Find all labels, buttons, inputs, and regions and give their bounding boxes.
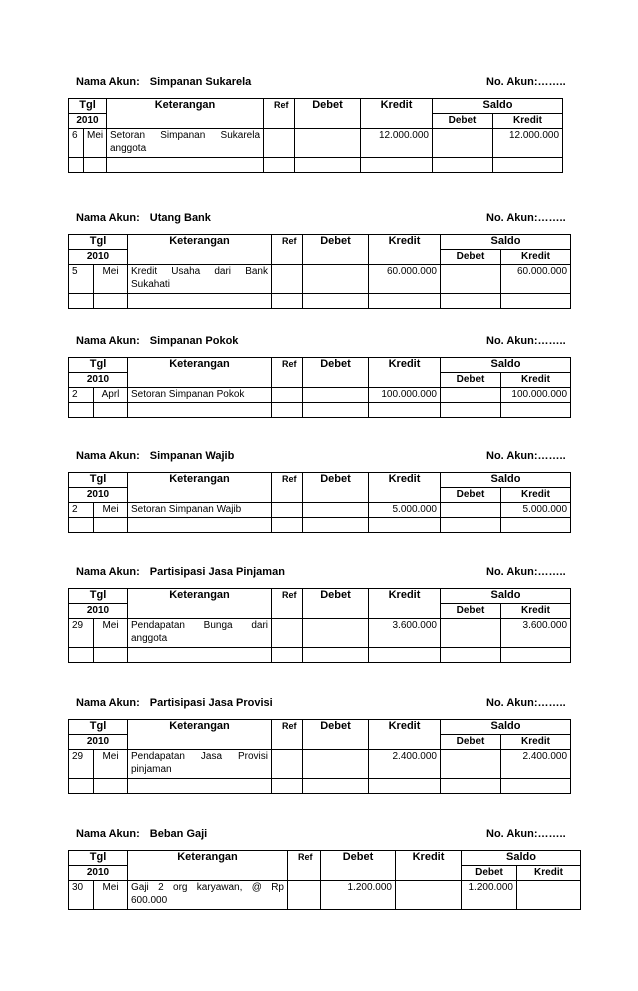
ledger-header-row bbox=[69, 720, 571, 735]
empty-cell bbox=[272, 250, 303, 265]
empty-cell bbox=[369, 373, 441, 388]
entry-saldo-kredit: 12.000.000 bbox=[493, 129, 563, 158]
entry-ref bbox=[272, 503, 303, 518]
col-header-debet: Debet bbox=[303, 589, 369, 604]
empty-cell bbox=[441, 779, 501, 794]
entry-debet bbox=[303, 750, 369, 779]
col-header-ref: Ref bbox=[272, 235, 303, 250]
ledger-entry-row bbox=[69, 388, 571, 403]
empty-cell bbox=[128, 866, 288, 881]
account-name: Beban Gaji bbox=[149, 828, 208, 840]
year-cell: 2010 bbox=[69, 735, 128, 750]
ledger-table bbox=[68, 719, 571, 794]
col-header-ref: Ref bbox=[272, 358, 303, 373]
nama-akun-label: Nama Akun: bbox=[76, 212, 140, 224]
empty-cell bbox=[361, 114, 433, 129]
col-header-keterangan: Keterangan bbox=[107, 99, 264, 114]
entry-debet bbox=[303, 619, 369, 648]
empty-cell bbox=[272, 735, 303, 750]
entry-day: 2 bbox=[69, 503, 94, 518]
account-number-label: No. Akun:…….. bbox=[486, 828, 566, 840]
entry-saldo-kredit: 2.400.000 bbox=[501, 750, 571, 779]
empty-cell bbox=[94, 403, 128, 418]
empty-cell bbox=[272, 604, 303, 619]
ledger-header-row bbox=[69, 99, 563, 114]
entry-ref bbox=[264, 129, 295, 158]
entry-saldo-debet: 1.200.000 bbox=[462, 881, 517, 910]
ledger-account bbox=[0, 450, 638, 515]
year-cell: 2010 bbox=[69, 114, 107, 129]
entry-kredit bbox=[396, 881, 462, 910]
col-header-keterangan: Keterangan bbox=[128, 720, 272, 735]
empty-cell bbox=[288, 866, 321, 881]
empty-cell bbox=[303, 403, 369, 418]
account-header bbox=[0, 697, 638, 713]
entry-description: Pendapatan Jasa Provisi pinjaman bbox=[128, 750, 272, 779]
year-cell: 2010 bbox=[69, 488, 128, 503]
entry-month: Aprl bbox=[94, 388, 128, 403]
col-header-kredit: Kredit bbox=[369, 720, 441, 735]
account-name: Partisipasi Jasa Pinjaman bbox=[149, 566, 285, 578]
year-cell: 2010 bbox=[69, 604, 128, 619]
entry-saldo-debet bbox=[441, 619, 501, 648]
col-header-keterangan: Keterangan bbox=[128, 358, 272, 373]
col-header-tgl: Tgl bbox=[69, 358, 128, 373]
entry-ref bbox=[288, 881, 321, 910]
entry-day: 6 bbox=[69, 129, 84, 158]
empty-cell bbox=[303, 648, 369, 663]
ledger-header-row bbox=[69, 473, 571, 488]
entry-kredit: 12.000.000 bbox=[361, 129, 433, 158]
col-header-tgl: Tgl bbox=[69, 99, 107, 114]
col-header-saldo-debet: Debet bbox=[462, 866, 517, 881]
account-header bbox=[0, 335, 638, 351]
entry-debet bbox=[303, 388, 369, 403]
nama-akun-label: Nama Akun: bbox=[76, 335, 140, 347]
ledger-entry-row bbox=[69, 750, 571, 779]
empty-cell bbox=[128, 779, 272, 794]
ledger-table bbox=[68, 588, 571, 663]
ledger-entry-row bbox=[69, 129, 563, 158]
ledger-header-row bbox=[69, 851, 581, 866]
account-name: Simpanan Wajib bbox=[149, 450, 235, 462]
entry-saldo-kredit: 100.000.000 bbox=[501, 388, 571, 403]
ledger-table bbox=[68, 850, 581, 910]
col-header-saldo-debet: Debet bbox=[441, 250, 501, 265]
account-header bbox=[0, 828, 638, 844]
year-cell: 2010 bbox=[69, 866, 128, 881]
col-header-debet: Debet bbox=[303, 358, 369, 373]
col-header-saldo-kredit: Kredit bbox=[501, 250, 571, 265]
col-header-ref: Ref bbox=[272, 720, 303, 735]
account-name-label bbox=[76, 335, 238, 347]
empty-cell bbox=[128, 518, 272, 533]
empty-cell bbox=[69, 779, 94, 794]
col-header-tgl: Tgl bbox=[69, 720, 128, 735]
ledger-entry-row bbox=[69, 881, 581, 910]
account-name-label bbox=[76, 212, 211, 224]
account-name: Simpanan Sukarela bbox=[149, 76, 252, 88]
entry-ref bbox=[272, 265, 303, 294]
col-header-kredit: Kredit bbox=[369, 473, 441, 488]
empty-cell bbox=[94, 779, 128, 794]
empty-cell bbox=[94, 518, 128, 533]
entry-day: 5 bbox=[69, 265, 94, 294]
empty-cell bbox=[396, 866, 462, 881]
ledger-blank-row bbox=[69, 648, 571, 663]
col-header-saldo: Saldo bbox=[441, 358, 571, 373]
col-header-saldo-debet: Debet bbox=[433, 114, 493, 129]
col-header-saldo-debet: Debet bbox=[441, 373, 501, 388]
empty-cell bbox=[441, 518, 501, 533]
empty-cell bbox=[94, 648, 128, 663]
entry-month: Mei bbox=[94, 503, 128, 518]
empty-cell bbox=[441, 648, 501, 663]
empty-cell bbox=[303, 373, 369, 388]
ledger-blank-row bbox=[69, 518, 571, 533]
ledger-table bbox=[68, 357, 571, 418]
empty-cell bbox=[501, 779, 571, 794]
entry-saldo-debet bbox=[441, 503, 501, 518]
entry-debet: 1.200.000 bbox=[321, 881, 396, 910]
account-number-label: No. Akun:…….. bbox=[486, 697, 566, 709]
entry-saldo-debet bbox=[433, 129, 493, 158]
ledger-account bbox=[0, 566, 638, 644]
account-number-label: No. Akun:…….. bbox=[486, 566, 566, 578]
empty-cell bbox=[361, 158, 433, 173]
col-header-saldo-kredit: Kredit bbox=[517, 866, 581, 881]
ledger-entry-row bbox=[69, 503, 571, 518]
col-header-saldo: Saldo bbox=[433, 99, 563, 114]
col-header-tgl: Tgl bbox=[69, 851, 128, 866]
col-header-debet: Debet bbox=[321, 851, 396, 866]
nama-akun-label: Nama Akun: bbox=[76, 828, 140, 840]
ledger-subheader-row bbox=[69, 735, 571, 750]
entry-description: Pendapatan Bunga dari anggota bbox=[128, 619, 272, 648]
nama-akun-label: Nama Akun: bbox=[76, 697, 140, 709]
ledger-account bbox=[0, 828, 638, 906]
nama-akun-label: Nama Akun: bbox=[76, 76, 140, 88]
account-name-label bbox=[76, 76, 251, 88]
empty-cell bbox=[369, 779, 441, 794]
entry-day: 2 bbox=[69, 388, 94, 403]
empty-cell bbox=[501, 403, 571, 418]
account-number-label: No. Akun:…….. bbox=[486, 76, 566, 88]
empty-cell bbox=[501, 518, 571, 533]
account-header bbox=[0, 450, 638, 466]
entry-month: Mei bbox=[94, 619, 128, 648]
empty-cell bbox=[107, 114, 264, 129]
empty-cell bbox=[441, 294, 501, 309]
account-header bbox=[0, 566, 638, 582]
account-name-label bbox=[76, 697, 273, 709]
col-header-saldo-kredit: Kredit bbox=[501, 488, 571, 503]
empty-cell bbox=[128, 648, 272, 663]
account-name: Simpanan Pokok bbox=[149, 335, 239, 347]
entry-saldo-kredit bbox=[517, 881, 581, 910]
empty-cell bbox=[264, 114, 295, 129]
account-name: Partisipasi Jasa Provisi bbox=[149, 697, 273, 709]
empty-cell bbox=[493, 158, 563, 173]
empty-cell bbox=[128, 403, 272, 418]
account-name-label bbox=[76, 566, 285, 578]
col-header-saldo: Saldo bbox=[462, 851, 581, 866]
col-header-saldo-debet: Debet bbox=[441, 735, 501, 750]
empty-cell bbox=[69, 294, 94, 309]
entry-description: Setoran Simpanan Pokok bbox=[128, 388, 272, 403]
ledger-entry-row bbox=[69, 265, 571, 294]
col-header-saldo: Saldo bbox=[441, 589, 571, 604]
entry-day: 29 bbox=[69, 619, 94, 648]
entry-saldo-debet bbox=[441, 388, 501, 403]
empty-cell bbox=[303, 604, 369, 619]
col-header-tgl: Tgl bbox=[69, 235, 128, 250]
ledger-account bbox=[0, 76, 638, 154]
empty-cell bbox=[69, 158, 84, 173]
ledger-header-row bbox=[69, 589, 571, 604]
account-name-label bbox=[76, 450, 234, 462]
col-header-debet: Debet bbox=[303, 235, 369, 250]
empty-cell bbox=[501, 648, 571, 663]
col-header-saldo-debet: Debet bbox=[441, 604, 501, 619]
col-header-saldo-debet: Debet bbox=[441, 488, 501, 503]
empty-cell bbox=[272, 294, 303, 309]
col-header-saldo-kredit: Kredit bbox=[501, 373, 571, 388]
entry-saldo-debet bbox=[441, 750, 501, 779]
empty-cell bbox=[303, 250, 369, 265]
col-header-kredit: Kredit bbox=[369, 235, 441, 250]
empty-cell bbox=[94, 294, 128, 309]
account-header bbox=[0, 212, 638, 228]
entry-saldo-kredit: 60.000.000 bbox=[501, 265, 571, 294]
account-number-label: No. Akun:…….. bbox=[486, 335, 566, 347]
entry-month: Mei bbox=[84, 129, 107, 158]
nama-akun-label: Nama Akun: bbox=[76, 450, 140, 462]
entry-description: Kredit Usaha dari Bank Sukahati bbox=[128, 265, 272, 294]
ledger-table bbox=[68, 98, 563, 173]
empty-cell bbox=[272, 779, 303, 794]
col-header-saldo-kredit: Kredit bbox=[501, 735, 571, 750]
col-header-kredit: Kredit bbox=[361, 99, 433, 114]
empty-cell bbox=[321, 866, 396, 881]
entry-saldo-debet bbox=[441, 265, 501, 294]
empty-cell bbox=[272, 648, 303, 663]
entry-day: 30 bbox=[69, 881, 94, 910]
ledger-account bbox=[0, 212, 638, 290]
ledger-blank-row bbox=[69, 158, 563, 173]
empty-cell bbox=[84, 158, 107, 173]
col-header-ref: Ref bbox=[264, 99, 295, 114]
col-header-ref: Ref bbox=[288, 851, 321, 866]
account-name: Utang Bank bbox=[149, 212, 211, 224]
account-name-label bbox=[76, 828, 207, 840]
year-cell: 2010 bbox=[69, 373, 128, 388]
entry-day: 29 bbox=[69, 750, 94, 779]
empty-cell bbox=[128, 735, 272, 750]
ledger-subheader-row bbox=[69, 866, 581, 881]
empty-cell bbox=[303, 779, 369, 794]
entry-kredit: 2.400.000 bbox=[369, 750, 441, 779]
ledger-subheader-row bbox=[69, 604, 571, 619]
entry-month: Mei bbox=[94, 750, 128, 779]
nama-akun-label: Nama Akun: bbox=[76, 566, 140, 578]
ledger-subheader-row bbox=[69, 488, 571, 503]
entry-debet bbox=[303, 503, 369, 518]
ledger-table bbox=[68, 472, 571, 533]
entry-saldo-kredit: 5.000.000 bbox=[501, 503, 571, 518]
empty-cell bbox=[107, 158, 264, 173]
empty-cell bbox=[303, 488, 369, 503]
col-header-saldo: Saldo bbox=[441, 720, 571, 735]
empty-cell bbox=[369, 250, 441, 265]
empty-cell bbox=[433, 158, 493, 173]
year-cell: 2010 bbox=[69, 250, 128, 265]
empty-cell bbox=[128, 250, 272, 265]
col-header-keterangan: Keterangan bbox=[128, 473, 272, 488]
empty-cell bbox=[295, 114, 361, 129]
col-header-debet: Debet bbox=[295, 99, 361, 114]
col-header-debet: Debet bbox=[303, 473, 369, 488]
col-header-ref: Ref bbox=[272, 589, 303, 604]
entry-ref bbox=[272, 619, 303, 648]
entry-ref bbox=[272, 388, 303, 403]
empty-cell bbox=[303, 518, 369, 533]
entry-ref bbox=[272, 750, 303, 779]
col-header-saldo: Saldo bbox=[441, 235, 571, 250]
empty-cell bbox=[272, 488, 303, 503]
empty-cell bbox=[69, 518, 94, 533]
entry-saldo-kredit: 3.600.000 bbox=[501, 619, 571, 648]
col-header-keterangan: Keterangan bbox=[128, 235, 272, 250]
empty-cell bbox=[272, 403, 303, 418]
empty-cell bbox=[303, 735, 369, 750]
empty-cell bbox=[369, 488, 441, 503]
ledger-header-row bbox=[69, 358, 571, 373]
entry-description: Setoran Simpanan Wajib bbox=[128, 503, 272, 518]
empty-cell bbox=[501, 294, 571, 309]
entry-month: Mei bbox=[94, 265, 128, 294]
empty-cell bbox=[369, 294, 441, 309]
ledger-account bbox=[0, 335, 638, 400]
empty-cell bbox=[369, 403, 441, 418]
empty-cell bbox=[441, 403, 501, 418]
empty-cell bbox=[369, 518, 441, 533]
account-header bbox=[0, 76, 638, 92]
empty-cell bbox=[69, 403, 94, 418]
empty-cell bbox=[295, 158, 361, 173]
entry-kredit: 5.000.000 bbox=[369, 503, 441, 518]
empty-cell bbox=[128, 294, 272, 309]
col-header-saldo-kredit: Kredit bbox=[493, 114, 563, 129]
entry-debet bbox=[295, 129, 361, 158]
ledger-blank-row bbox=[69, 294, 571, 309]
ledger-blank-row bbox=[69, 779, 571, 794]
ledger-subheader-row bbox=[69, 250, 571, 265]
entry-debet bbox=[303, 265, 369, 294]
col-header-saldo: Saldo bbox=[441, 473, 571, 488]
empty-cell bbox=[264, 158, 295, 173]
entry-description: Gaji 2 org karyawan, @ Rp 600.000 bbox=[128, 881, 288, 910]
empty-cell bbox=[369, 735, 441, 750]
col-header-saldo-kredit: Kredit bbox=[501, 604, 571, 619]
ledger-entry-row bbox=[69, 619, 571, 648]
ledger-blank-row bbox=[69, 403, 571, 418]
col-header-debet: Debet bbox=[303, 720, 369, 735]
col-header-kredit: Kredit bbox=[396, 851, 462, 866]
empty-cell bbox=[369, 648, 441, 663]
col-header-keterangan: Keterangan bbox=[128, 589, 272, 604]
entry-kredit: 3.600.000 bbox=[369, 619, 441, 648]
empty-cell bbox=[128, 604, 272, 619]
col-header-tgl: Tgl bbox=[69, 473, 128, 488]
ledger-header-row bbox=[69, 235, 571, 250]
col-header-ref: Ref bbox=[272, 473, 303, 488]
account-number-label: No. Akun:…….. bbox=[486, 212, 566, 224]
empty-cell bbox=[69, 648, 94, 663]
col-header-kredit: Kredit bbox=[369, 589, 441, 604]
ledger-account bbox=[0, 697, 638, 775]
col-header-kredit: Kredit bbox=[369, 358, 441, 373]
entry-kredit: 60.000.000 bbox=[369, 265, 441, 294]
entry-month: Mei bbox=[94, 881, 128, 910]
empty-cell bbox=[128, 488, 272, 503]
entry-description: Setoran Simpanan Sukarela anggota bbox=[107, 129, 264, 158]
empty-cell bbox=[128, 373, 272, 388]
entry-kredit: 100.000.000 bbox=[369, 388, 441, 403]
empty-cell bbox=[369, 604, 441, 619]
empty-cell bbox=[303, 294, 369, 309]
account-number-label: No. Akun:…….. bbox=[486, 450, 566, 462]
ledger-subheader-row bbox=[69, 373, 571, 388]
col-header-keterangan: Keterangan bbox=[128, 851, 288, 866]
ledger-subheader-row bbox=[69, 114, 563, 129]
empty-cell bbox=[272, 373, 303, 388]
col-header-tgl: Tgl bbox=[69, 589, 128, 604]
empty-cell bbox=[272, 518, 303, 533]
ledger-table bbox=[68, 234, 571, 309]
